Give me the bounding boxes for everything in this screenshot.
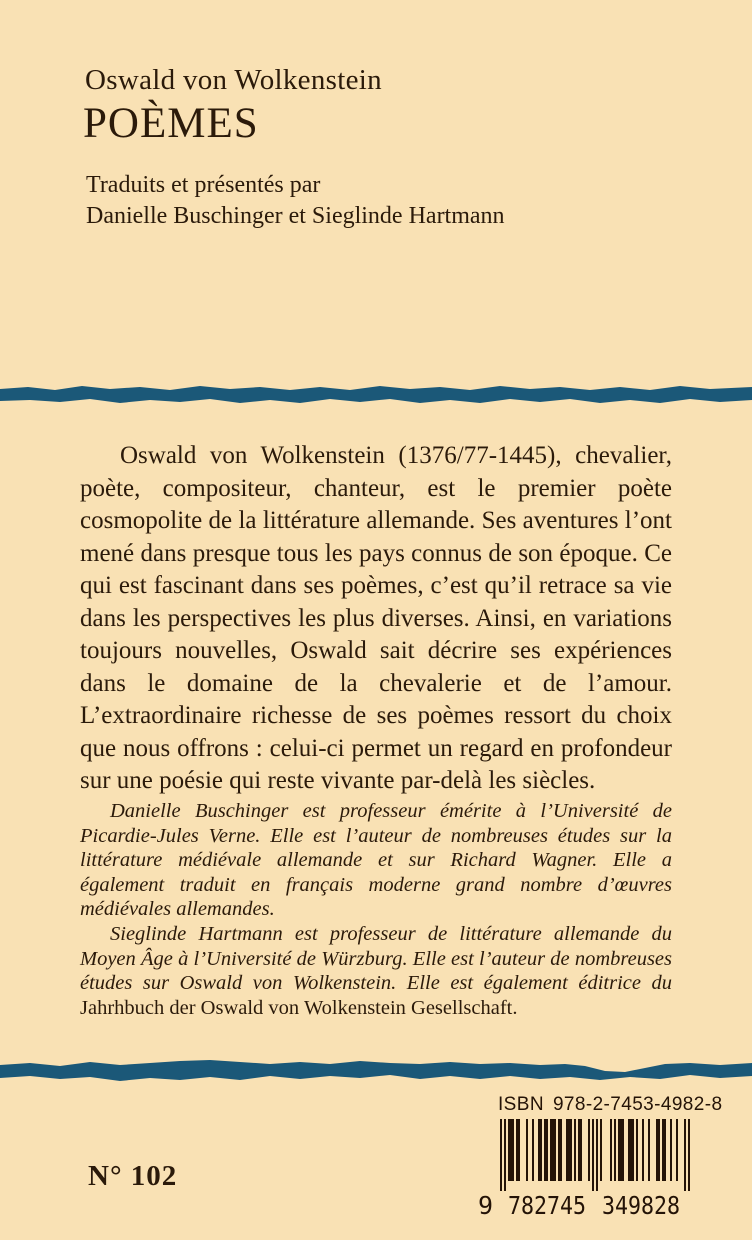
- bio-hartmann: [80, 922, 672, 1020]
- isbn-text: [498, 1094, 723, 1116]
- isbn-value: 978-2-7453-4982-8: [552, 1094, 723, 1115]
- isbn-label: ISBN: [498, 1094, 544, 1115]
- torn-divider-top: [0, 381, 752, 407]
- bio-hartmann-italic-part: Sieglinde Hartmann est professeur de littérature allemande du Moyen Âge à l’Université de Würzburg. Elle est l’auteur de nombreuses études sur Oswald von Wolkenstein. Elle est également éditrice du: [80, 922, 672, 995]
- svg-text:349828: 349828: [602, 1191, 680, 1220]
- author-name: Oswald von Wolkenstein: [85, 64, 382, 96]
- ean13-barcode: [468, 1119, 718, 1221]
- blurb-paragraph: Oswald von Wolkenstein (1376/77-1445), chevalier, poète, compositeur, chanteur, est le premier poète cosmopolite de la littérature allemande. Ses aventures l’ont mené dans presque tous les pays connus de son époque. Ce qui est fascinant dans ses poèmes, c’est qu’il retrace sa vie dans les perspectives les plus diverses. Ainsi, en variations toujours nouvelles, Oswald sait décrire ses expériences dans le domaine de la chevalerie et de l’amour. L’extraordinaire richesse de ses poèmes ressort du choix que nous offrons : celui-ci permet un regard en profondeur sur une poésie qui reste vivante par-delà les siècles.: [80, 442, 672, 794]
- isbn-block: [468, 1094, 723, 1221]
- bio-hartmann-roman-part: Jahrhbuch der Oswald von Wolkenstein Gesellschaft.: [80, 996, 518, 1019]
- torn-divider-bottom: [0, 1058, 752, 1086]
- translator-bios: [80, 799, 672, 1020]
- svg-text:9: 9: [478, 1191, 494, 1220]
- series-number: N° 102: [88, 1160, 178, 1192]
- translated-by-line: Traduits et présentés par: [86, 172, 321, 198]
- book-title: POÈMES: [83, 100, 259, 147]
- subtitle-block: [86, 170, 505, 232]
- svg-text:782745: 782745: [508, 1191, 586, 1220]
- translators-line: Danielle Buschinger et Sieglinde Hartmann: [86, 203, 505, 229]
- bio-buschinger: Danielle Buschinger est professeur émérite à l’Université de Picardie-Jules Verne. Elle est l’auteur de nombreuses études sur la littérature médiévale allemande et sur Richard Wagner. Elle a également traduit en français moderne grand nombre d’œuvres médiévales allemandes.: [80, 800, 672, 921]
